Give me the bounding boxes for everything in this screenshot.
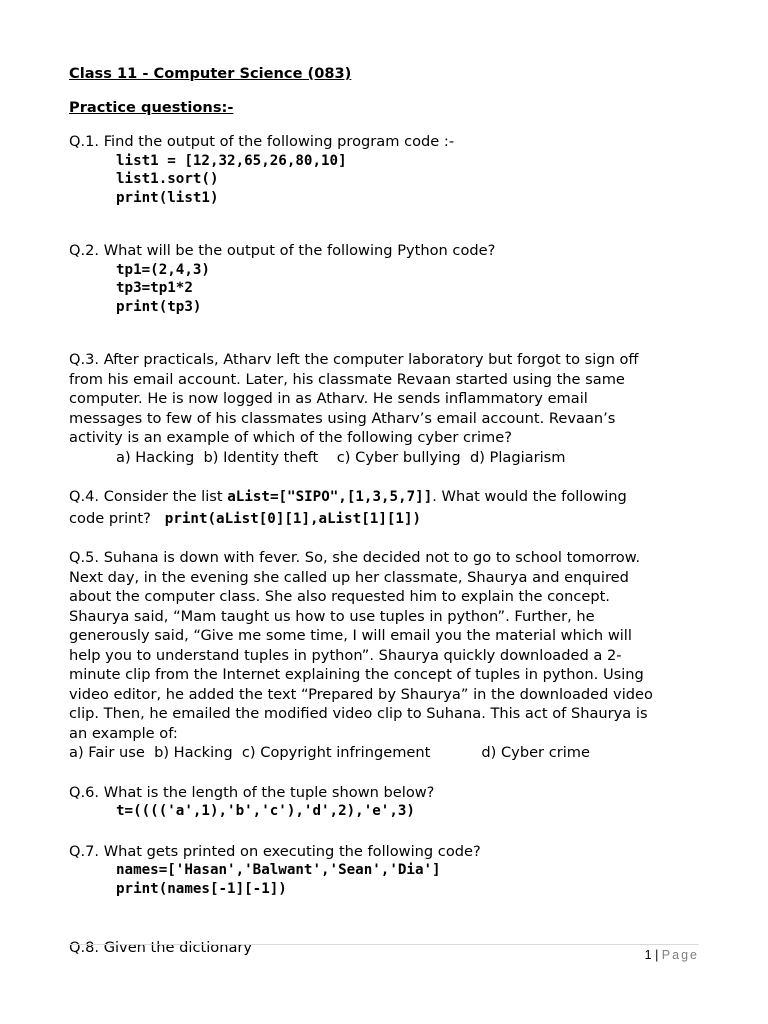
question-1-code-line-3: print(list1) bbox=[116, 189, 219, 206]
question-6-code-line-1: t=(((('a',1),'b','c'),'d',2),'e',3) bbox=[116, 803, 415, 819]
question-5 bbox=[69, 548, 699, 763]
question-2-text: Q.2. What will be the output of the following Python code? bbox=[69, 242, 496, 259]
question-5-line-5: generously said, “Give me some time, I will email you the material which will bbox=[69, 627, 632, 644]
question-6-text: Q.6. What is the length of the tuple shown below? bbox=[69, 783, 435, 801]
question-5-line-9: clip. Then, he emailed the modified video clip to Suhana. This act of Shaurya is bbox=[69, 705, 648, 722]
question-1-code-line-2: list1.sort() bbox=[116, 171, 219, 187]
question-5-line-8: video editor, he added the text “Prepared by Shaurya” in the downloaded video bbox=[69, 685, 653, 703]
question-5-line-6: help you to understand tuples in python”. Shaurya quickly downloaded a 2- bbox=[69, 646, 622, 664]
document-title: Class 11 - Computer Science (083) bbox=[69, 65, 352, 82]
question-3-line-1: Q.3. After practicals, Atharv left the computer laboratory but forgot to sign off bbox=[69, 351, 639, 368]
question-2-code-line-3: print(tp3) bbox=[116, 298, 202, 315]
footer-separator: | bbox=[651, 948, 662, 962]
question-7-text: Q.7. What gets printed on executing the following code? bbox=[69, 842, 481, 860]
page-footer bbox=[645, 948, 699, 962]
question-3-options: a) Hacking b) Identity theft c) Cyber bullying d) Plagiarism bbox=[116, 448, 566, 466]
question-4-text-a: Q.4. Consider the list bbox=[69, 488, 228, 505]
page-word: Page bbox=[661, 948, 699, 962]
question-5-line-1: Q.5. Suhana is down with fever. So, she decided not to go to school tomorrow. bbox=[69, 549, 640, 566]
question-5-line-10: an example of: bbox=[69, 724, 178, 742]
question-3-line-4: messages to few of his classmates using Atharv’s email account. Revaan’s bbox=[69, 409, 616, 427]
question-5-line-7: minute clip from the Internet explaining the concept of tuples in python. Using bbox=[69, 666, 644, 683]
question-5-options: a) Fair use b) Hacking c) Copyright infringement d) Cyber crime bbox=[69, 744, 590, 761]
question-3-line-3: computer. He is now logged in as Atharv. He sends inflammatory email bbox=[69, 390, 588, 407]
document-page bbox=[69, 64, 699, 958]
question-4-code-list: aList=["SIPO",[1,3,5,7]] bbox=[227, 489, 433, 505]
question-4-text-b: . What would the following bbox=[432, 488, 627, 505]
question-2 bbox=[69, 241, 699, 316]
question-6 bbox=[69, 783, 699, 821]
question-3-line-2: from his email account. Later, his classmate Revaan started using the same bbox=[69, 370, 625, 388]
question-7-code-line-2: print(names[-1][-1]) bbox=[116, 880, 287, 897]
question-8 bbox=[69, 938, 699, 958]
question-5-line-2: Next day, in the evening she called up her classmate, Shaurya and enquired bbox=[69, 568, 629, 586]
question-8-text: Q.8. Given the dictionary bbox=[69, 939, 253, 956]
question-5-line-3: about the computer class. She also requested him to explain the concept. bbox=[69, 588, 610, 605]
question-3 bbox=[69, 350, 699, 467]
question-4-line-2 bbox=[69, 508, 699, 530]
question-1 bbox=[69, 132, 699, 207]
question-1-code-line-1: list1 = [12,32,65,26,80,10] bbox=[116, 152, 347, 169]
question-2-code-line-1: tp1=(2,4,3) bbox=[116, 261, 210, 278]
question-3-line-5: activity is an example of which of the following cyber crime? bbox=[69, 429, 512, 446]
question-5-line-4: Shaurya said, “Mam taught us how to use tuples in python”. Further, he bbox=[69, 607, 595, 625]
question-7-code-line-1: names=['Hasan','Balwant','Sean','Dia'] bbox=[116, 862, 441, 878]
question-4-text-c: code print? bbox=[69, 510, 165, 527]
section-heading: Practice questions:- bbox=[69, 99, 234, 116]
question-1-text: Q.1. Find the output of the following program code :- bbox=[69, 133, 455, 150]
question-2-code-line-2: tp3=tp1*2 bbox=[116, 280, 193, 296]
footer-divider bbox=[69, 944, 699, 945]
question-4-code-print: print(aList[0][1],aList[1][1]) bbox=[164, 511, 422, 527]
page-number: 1 bbox=[644, 948, 652, 962]
question-7 bbox=[69, 842, 699, 899]
question-4 bbox=[69, 486, 699, 530]
question-4-line-1 bbox=[69, 486, 699, 508]
